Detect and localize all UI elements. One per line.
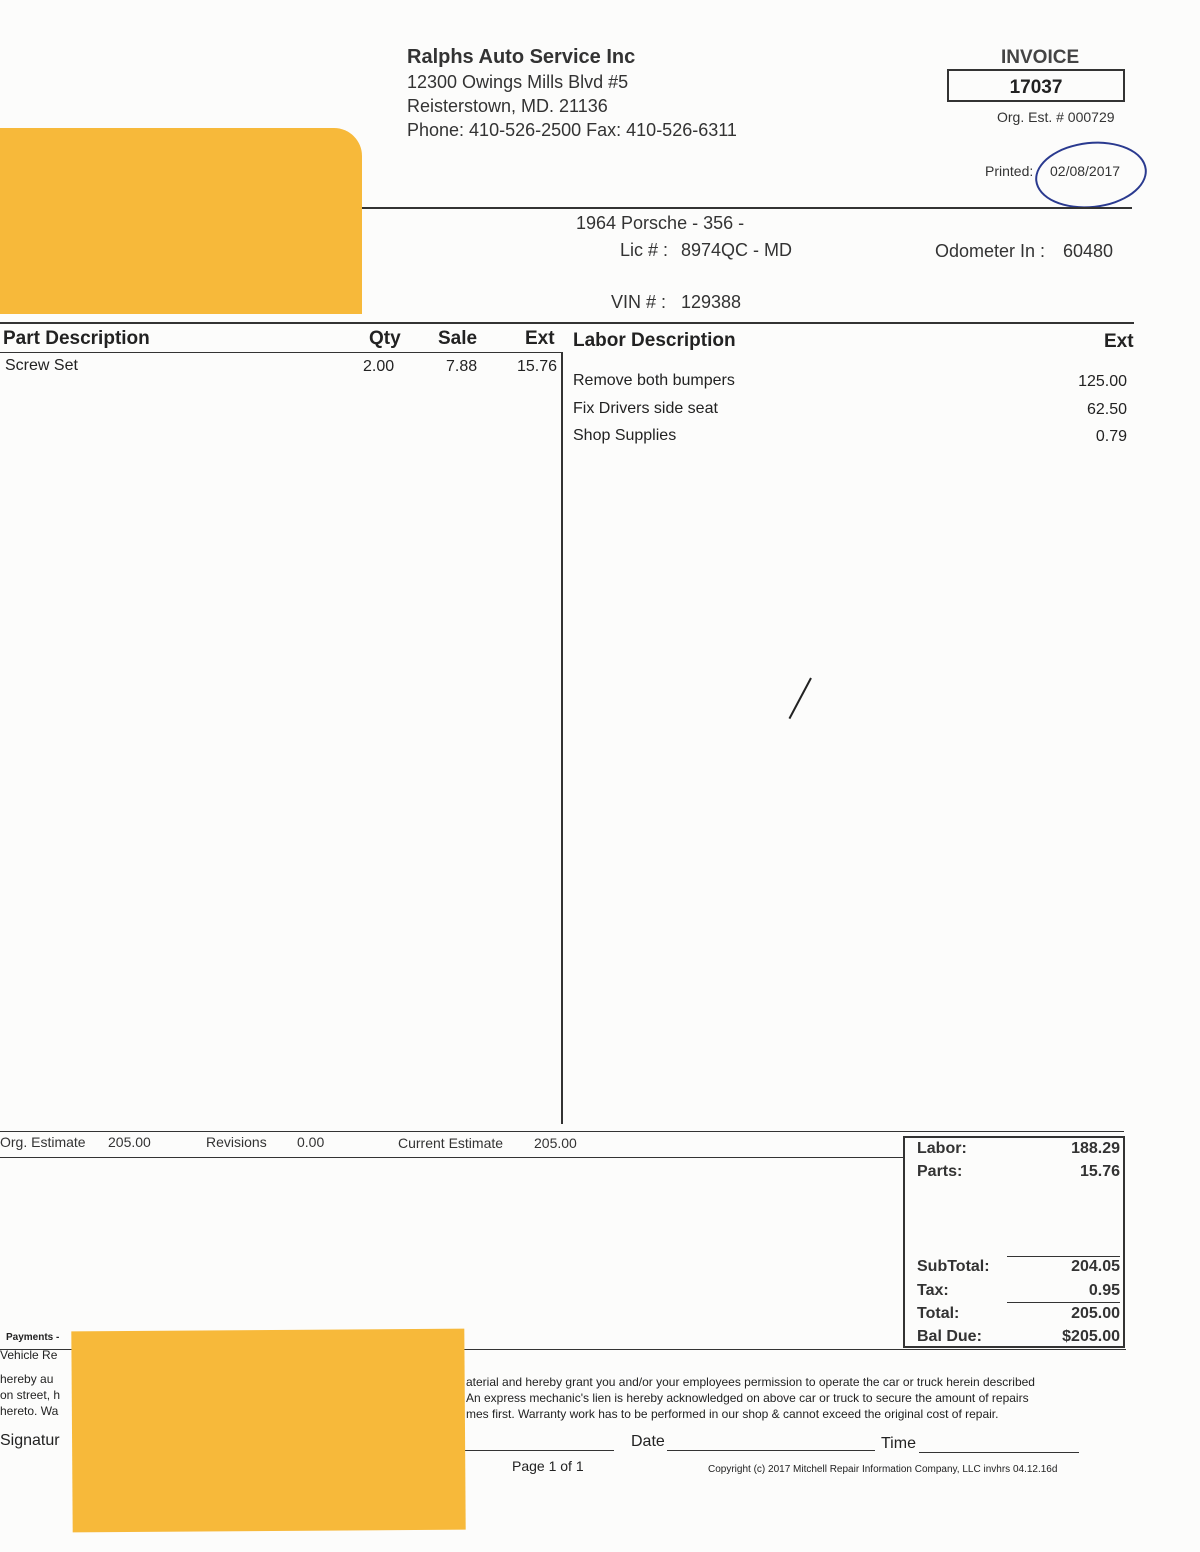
labor-row-ext: 62.50 [1086, 401, 1127, 418]
org-estimate-value: 205.00 [108, 1134, 151, 1150]
current-estimate-value: 205.00 [534, 1135, 577, 1151]
vin-label: VIN # : [611, 292, 667, 312]
authorization-fragment: on street, h [0, 1388, 61, 1402]
balance-due-value: $205.00 [1062, 1328, 1120, 1345]
authorization-fragment: hereby au [0, 1372, 54, 1386]
authorization-fragment: hereto. Wa [0, 1404, 59, 1418]
total-rule [1007, 1302, 1120, 1303]
labor-ext-header: Ext [1104, 331, 1134, 352]
part-row-qty: 2.00 [363, 358, 395, 375]
redaction-sticky-note-top [0, 128, 362, 314]
part-row-sale: 7.88 [446, 358, 478, 375]
company-address-line-2: Reisterstown, MD. 21136 [407, 96, 608, 116]
labor-row-description: Fix Drivers side seat [573, 400, 718, 417]
labor-row-description: Remove both bumpers [573, 372, 735, 389]
page-number: Page 1 of 1 [512, 1458, 584, 1474]
parts-labor-divider [561, 352, 563, 1124]
company-name: Ralphs Auto Service Inc [407, 46, 636, 68]
part-description-header: Part Description [3, 328, 150, 349]
tax-label: Tax: [917, 1282, 949, 1299]
current-estimate-label: Current Estimate [398, 1135, 504, 1151]
total-value: 205.00 [1071, 1305, 1120, 1322]
printed-label: Printed: [985, 163, 1034, 179]
parts-total-label: Parts: [917, 1163, 963, 1180]
parts-header-rule [0, 352, 562, 353]
pen-mark [789, 678, 812, 720]
org-estimate-label: Org. Estimate [0, 1134, 86, 1150]
legal-text-line: mes first. Warranty work has to be performed in our shop & cannot exceed the original cost of repair. [466, 1407, 999, 1421]
redaction-sticky-note-bottom [71, 1329, 465, 1533]
subtotal-label: SubTotal: [917, 1258, 990, 1275]
license-label: Lic # : [620, 240, 669, 260]
license-value: 8974QC - MD [681, 240, 793, 260]
vehicle-release-fragment: Vehicle Re [0, 1348, 58, 1362]
labor-row-description: Shop Supplies [573, 427, 677, 444]
estimate-top-rule [0, 1131, 1124, 1132]
balance-due-label: Bal Due: [917, 1328, 982, 1345]
company-address-line-1: 12300 Owings Mills Blvd #5 [407, 72, 629, 92]
subtotal-value: 204.05 [1071, 1258, 1120, 1275]
legal-text-line: aterial and hereby grant you and/or your employees permission to operate the car or truck herein described [466, 1375, 1035, 1389]
labor-total-label: Labor: [917, 1140, 967, 1157]
payments-fragment: Payments - [6, 1332, 60, 1343]
header-divider [362, 207, 1132, 209]
part-ext-header: Ext [525, 328, 555, 349]
date-line [667, 1450, 875, 1451]
company-phone-fax: Phone: 410-526-2500 Fax: 410-526-6311 [407, 120, 737, 140]
time-line [919, 1452, 1079, 1453]
revisions-value: 0.00 [297, 1134, 325, 1150]
original-estimate-number: Org. Est. # 000729 [997, 109, 1115, 125]
vehicle-description: 1964 Porsche - 356 - [576, 213, 745, 233]
qty-header: Qty [369, 328, 401, 349]
legal-text-line: An express mechanic's lien is hereby acknowledged on above car or truck to secure the amount of repairs [466, 1391, 1029, 1405]
tax-value: 0.95 [1088, 1282, 1120, 1299]
part-row-description: Screw Set [5, 357, 78, 374]
revisions-label: Revisions [206, 1134, 267, 1150]
signature-label: Signatur [0, 1432, 60, 1449]
table-top-rule [0, 322, 1134, 324]
labor-total-value: 188.29 [1071, 1140, 1120, 1157]
printed-date: 02/08/2017 [1050, 163, 1121, 179]
date-label: Date [631, 1433, 665, 1450]
estimate-bottom-rule [0, 1157, 904, 1158]
pen-circle-annotation [1032, 136, 1150, 213]
subtotal-rule [1007, 1256, 1120, 1257]
labor-row-ext: 125.00 [1078, 373, 1127, 390]
odometer-label: Odometer In : [935, 241, 1046, 261]
invoice-label: INVOICE [1001, 47, 1080, 68]
invoice-number: 17037 [947, 69, 1125, 102]
signature-line [462, 1450, 614, 1451]
copyright-text: Copyright (c) 2017 Mitchell Repair Information Company, LLC invhrs 04.12.16d [708, 1464, 1058, 1475]
vin-value: 129388 [681, 292, 742, 312]
parts-total-value: 15.76 [1079, 1163, 1120, 1180]
part-row-ext: 15.76 [517, 358, 558, 375]
total-label: Total: [917, 1305, 960, 1322]
time-label: Time [881, 1435, 916, 1452]
labor-row-ext: 0.79 [1095, 428, 1127, 445]
labor-description-header: Labor Description [573, 330, 736, 351]
sale-header: Sale [438, 328, 478, 349]
odometer-value: 60480 [1063, 241, 1114, 261]
